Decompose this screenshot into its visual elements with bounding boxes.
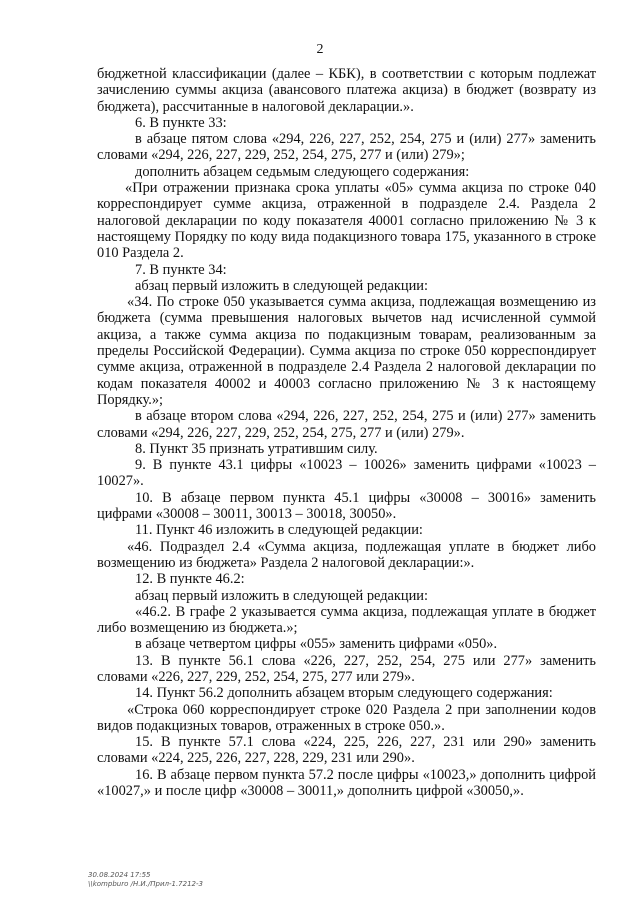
footer-path: \\kompburo /Н.И./Прил-1.7212-3 <box>88 880 203 888</box>
paragraph: 15. В пункте 57.1 слова «224, 225, 226, 227, 231 или 290» заменить словами «224, 225, 226, 227, 228, 229, 231 или 290». <box>97 734 596 767</box>
paragraph: в абзаце четвертом цифры «055» заменить цифрами «050». <box>135 636 498 653</box>
paragraph: 11. Пункт 46 изложить в следующей редакции: <box>135 522 423 539</box>
paragraph: 12. В пункте 46.2: <box>135 571 245 588</box>
paragraph: 9. В пункте 43.1 цифры «10023 – 10026» заменить цифрами «10023 – 10027». <box>97 457 596 490</box>
paragraph: абзац первый изложить в следующей редакции: <box>135 587 429 604</box>
paragraph: 14. Пункт 56.2 дополнить абзацем вторым следующего содержания: <box>135 685 553 702</box>
paragraph: 16. В абзаце первом пункта 57.2 после цифры «10023,» дополнить цифрой «10027,» и после цифр «30008 – 30011,» дополнить цифрой «30050,». <box>97 766 596 800</box>
page-number: 2 <box>316 42 324 57</box>
paragraph: дополнить абзацем седьмым следующего содержания: <box>135 163 470 180</box>
paragraph: 6. В пункте 33: <box>135 114 227 131</box>
footer-date: 30.08.2024 17:55 <box>88 871 151 879</box>
paragraph: «Строка 060 корреспондирует строке 020 Раздела 2 при заполнении кодов видов подакцизных товаров, отраженных в строке 050.». <box>97 701 596 734</box>
document-body <box>97 66 596 799</box>
paragraph: 8. Пункт 35 признать утратившим силу. <box>135 440 378 457</box>
paragraph: 7. В пункте 34: <box>135 261 227 278</box>
paragraph: бюджетной классификации (далее – КБК), в соответствии с которым подлежат зачислению суммы акциза (авансового платежа акциза) в бюджет (возврату из бюджета), рассчитанные в налоговой декларации.». <box>97 66 596 115</box>
paragraph: абзац первый изложить в следующей редакции: <box>135 277 429 294</box>
paragraph: «46.2. В графе 2 указывается сумма акциза, подлежащая уплате в бюджет либо возмещению из бюджета.»; <box>97 603 596 637</box>
paragraph: в абзаце втором слова «294, 226, 227, 252, 254, 275 и (или) 277» заменить словами «294, 226, 227, 229, 252, 254, 275, 277 и (или) 279». <box>97 408 596 441</box>
paragraph: «34. По строке 050 указывается сумма акциза, подлежащая возмещению из бюджета (сумма превышения налоговых вычетов над исчисленной суммой акциза, а также сумма акциза по подакцизным товарам, реализованным за пределы Российской Федерации). Сумма акциза по строке 050 корреспондирует сумме акциза, отраженной в подразделе 2.4 Раздела 2 налоговой декларации по кодам показателя 40002 и 40003 согласно приложению № 3 к настоящему Порядку.»; <box>97 294 596 408</box>
paragraph: в абзаце пятом слова «294, 226, 227, 252, 254, 275 и (или) 277» заменить словами «294, 226, 227, 229, 252, 254, 275, 277 и (или) 279»; <box>97 131 596 164</box>
paragraph: «46. Подраздел 2.4 «Сумма акциза, подлежащая уплате в бюджет либо возмещению из бюджета» Раздела 2 налоговой декларации:». <box>97 538 596 571</box>
paragraph: «При отражении признака срока уплаты «05» сумма акциза по строке 040 корреспондирует сумме акциза, отраженной в подразделе 2.4. Раздела 2 налоговой декларации по коду показателя 40001 согласно приложению № 3 к настоящему Порядку по коду вида подакцизного товара 175, указанного в строке 010 Раздела 2. <box>97 180 596 262</box>
file-footer <box>88 871 203 889</box>
paragraph: 13. В пункте 56.1 слова «226, 227, 252, 254, 275 или 277» заменить словами «226, 227, 229, 252, 254, 275, 277 или 279». <box>97 652 596 685</box>
paragraph: 10. В абзаце первом пункта 45.1 цифры «30008 – 30016» заменить цифрами «30008 – 30011, 30013 – 30018, 30050». <box>97 489 596 523</box>
